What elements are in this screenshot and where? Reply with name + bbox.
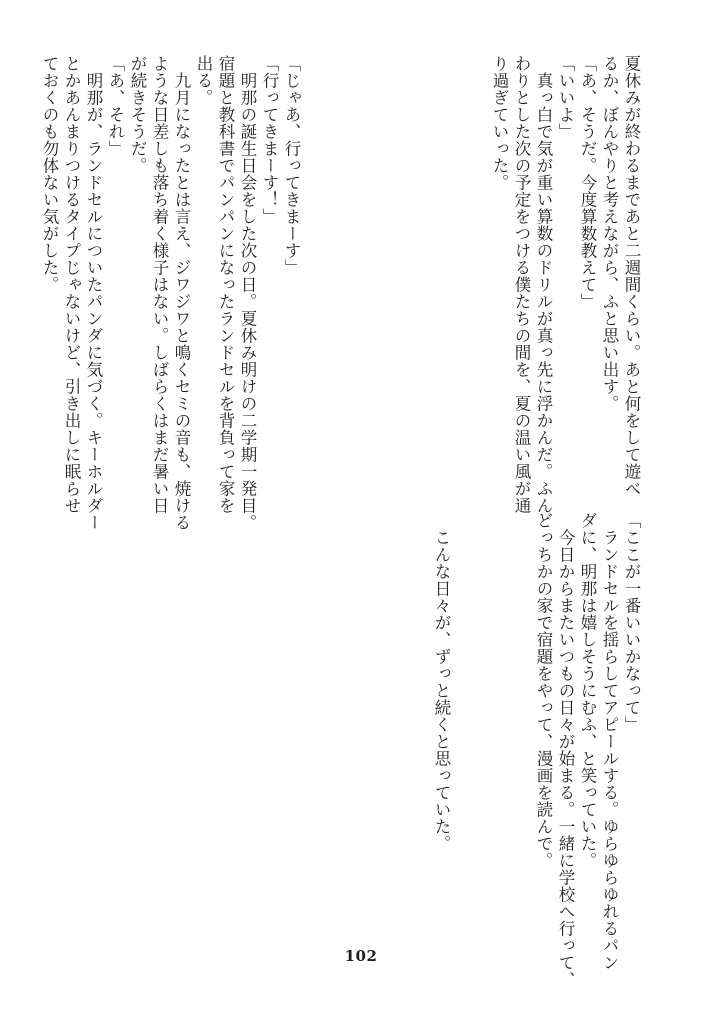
text-column-bottom-right: 「ここが一番いいかなって」 ランドセルを揺らしてアピールする。ゆらゆらゆれるパン ダに、明那は嬉しそうにむふ、と笑っていた。 今日からまたいつもの日々が始まる。一緒に学校へ行って、 どっちかの家で宿題をやって、漫画を読んで。 — [534, 512, 641, 988]
text-column-top-right: 夏休みが終わるまであと二週間くらい。あと何をして遊べ るか、ぼんやりと考えながら、ふと思い出す。 「あ、そうだ。今度算数教えて」 「いいよ」 真っ白で気が重い算数のドリルが真っ先に浮かんだ。ふん わりとした次の予定をつける僕たちの間を、夏の温い風が通 り過ぎていった。 — [490, 55, 641, 514]
page-number: 102 — [344, 947, 378, 965]
text-column-top-left: 「じゃあ、行ってきまーす」 「行ってきまーす！」 明那の誕生日会をした次の日。夏休み明けの二学期一発目。 宿題と教科書でパンパンになったランドセルを背負って家を 出る。 九月になったとは言え、ジワジワと鳴くセミの音も、焼ける ような日差しも落ち着く様子はない。しばらくはまだ暑い日 が続きそうだ。 「あ、それ」 明那が、ランドセルについたパンダに気づく。キーホルダー とかあんまりつけるタイプじゃないけど、引き出しに眠らせ ておくのも勿体ない気がした。 — [40, 55, 301, 531]
text-column-bottom-middle: こんな日々が、ずっと続くと思っていた。 — [432, 512, 451, 852]
